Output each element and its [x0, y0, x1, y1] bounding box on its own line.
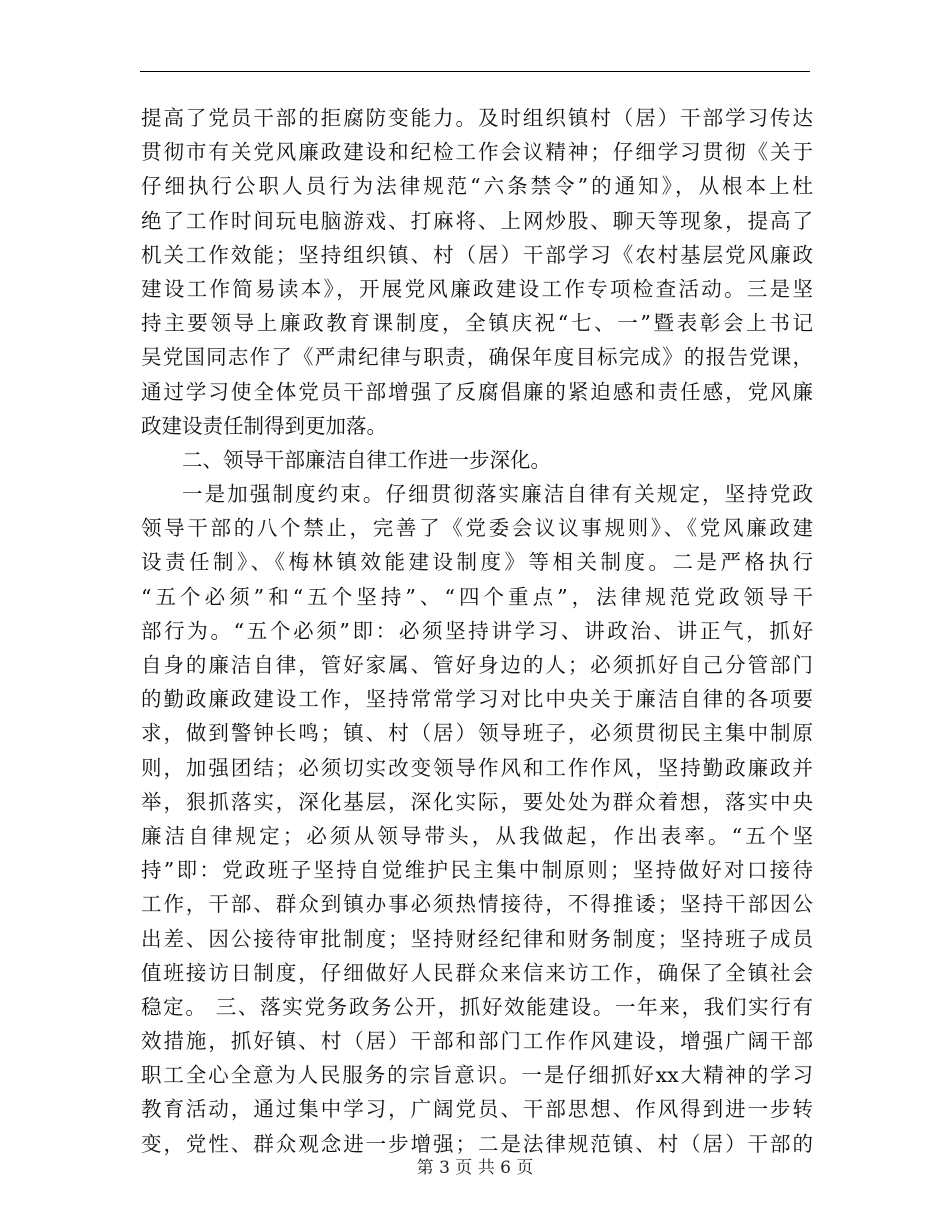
body-text	[141, 101, 813, 1161]
text-line: 值班接访日制度，仔细做好人民群众来信来访工作，确保了全镇社会	[141, 960, 813, 985]
text-line: 则，加强团结；必须切实改变领导作风和工作作风，坚持勤政廉政并	[141, 755, 813, 780]
text-line: 领导干部的八个禁止，完善了《党委会议议事规则》、《党风廉政建	[141, 516, 813, 541]
text-line: 仔细执行公职人员行为法律规范“六条禁令”的通知》，从根本上杜	[141, 174, 813, 199]
text-line: 二、领导干部廉洁自律工作进一步深化。	[182, 447, 551, 472]
text-line: 自身的廉洁自律，管好家属、管好身边的人；必须抓好自己分管部门	[141, 653, 813, 677]
text-line: 设责任制》、《梅林镇效能建设制度》等相关制度。二是严格执行	[141, 550, 813, 575]
text-line: 吴党国同志作了《严肃纪律与职责，确保年度目标完成》的报告党课，	[141, 345, 813, 370]
text-line: 持”即：党政班子坚持自觉维护民主集中制原则；坚持做好对口接待	[141, 858, 813, 883]
text-line: 效措施，抓好镇、村（居）干部和部门工作作风建设，增强广阔干部	[141, 1029, 813, 1054]
text-line: 职工全心全意为人民服务的宗旨意识。一是仔细抓好xx大精神的学习	[141, 1063, 813, 1088]
text-line: 廉洁自律规定；必须从领导带头，从我做起，作出表率。“五个坚	[141, 823, 813, 848]
text-line: 贯彻市有关党风廉政建设和纪检工作会议精神；仔细学习贯彻《关于	[141, 140, 813, 165]
header-rule	[140, 71, 810, 72]
text-line: 持主要领导上廉政教育课制度，全镇庆祝“七、一”暨表彰会上书记	[141, 311, 813, 336]
text-line: 提高了党员干部的拒腐防变能力。及时组织镇村（居）干部学习传达	[141, 106, 813, 130]
text-line: 通过学习使全体党员干部增强了反腐倡廉的紧迫感和责任感，党风廉	[141, 379, 813, 404]
text-line: 工作，干部、群众到镇办事必须热情接待，不得推诿；坚持干部因公	[141, 892, 813, 917]
page-footer: 第 3 页 共 6 页	[416, 1158, 534, 1178]
text-line: 一是加强制度约束。仔细贯彻落实廉洁自律有关规定，坚持党政	[182, 482, 813, 507]
text-line: 举，狠抓落实，深化基层，深化实际，要处处为群众着想，落实中央	[141, 789, 813, 814]
text-line: “五个必须”和“五个坚持”、“四个重点”，法律规范党政领导干	[141, 584, 813, 609]
text-line: 求，做到警钟长鸣；镇、村（居）领导班子，必须贯彻民主集中制原	[141, 721, 813, 746]
text-line: 部行为。“五个必须”即：必须坚持讲学习、讲政治、讲正气，抓好	[141, 618, 813, 643]
text-line: 建设工作简易读本》，开展党风廉政建设工作专项检查活动。三是坚	[141, 276, 813, 301]
text-line: 稳定。 三、落实党务政务公开，抓好效能建设。一年来，我们实行有	[141, 994, 813, 1019]
text-line: 政建设责任制得到更加落。	[141, 413, 387, 438]
text-line: 绝了工作时间玩电脑游戏、打麻将、上网炒股、聊天等现象，提高了	[141, 208, 813, 233]
text-line: 出差、因公接待审批制度；坚持财经纪律和财务制度；坚持班子成员	[141, 926, 813, 951]
text-line: 的勤政廉政建设工作，坚持常常学习对比中央关于廉洁自律的各项要	[141, 687, 813, 712]
text-line: 机关工作效能；坚持组织镇、村（居）干部学习《农村基层党风廉政	[141, 242, 813, 267]
text-line: 变，党性、群众观念进一步增强；二是法律规范镇、村（居）干部的	[141, 1131, 813, 1156]
text-line: 教育活动，通过集中学习，广阔党员、干部思想、作风得到进一步转	[141, 1097, 813, 1122]
